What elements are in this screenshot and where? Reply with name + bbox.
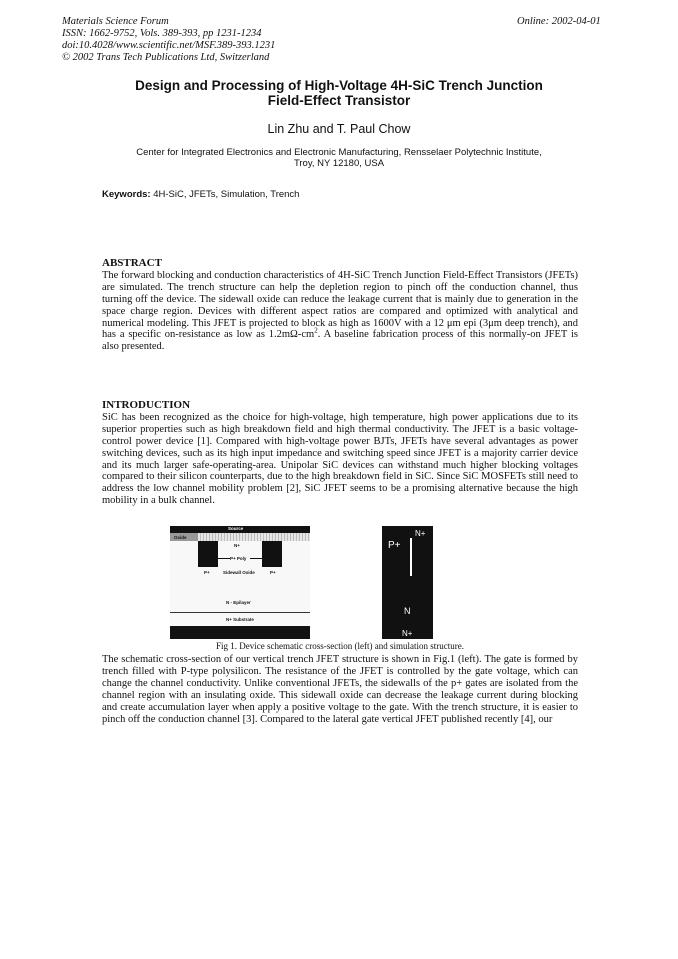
label-oxide: Oxide — [174, 535, 187, 540]
abstract-text — [102, 270, 578, 353]
body-paragraph: The schematic cross-section of our vertical trench JFET structure is shown in Fig.1 (left). The gate is formed by trench filled with P-type polysilicon. The resistance of the JFET is controlled by the gate voltage, which can change the channel conductivity. Unlike conventional JFETs, the sidewalls of the p+ gates are isolated from the channel region with an insulating oxide. This sidewall oxide can decrease the leakage current during blocking and create accumulation layer when apply a positive voltage to the gate. With the trench structure, it is easier to pinch off the conduction channel [3]. Compared to the lateral gate vertical JFET published recently [4], our — [102, 654, 578, 725]
affiliation-line-2: Troy, NY 12180, USA — [293, 158, 385, 169]
abstract-text-end: . A baseline fabrication process of this normally-on JFET is also presented. — [102, 329, 578, 353]
label-n-substrate: N+ Substrate — [226, 617, 254, 622]
label-sim-n-plus-bottom: N+ — [402, 629, 413, 638]
leader-line-left — [218, 558, 230, 559]
label-sim-n-plus-top: N+ — [415, 529, 426, 538]
label-p-poly: P+ Poly — [230, 556, 247, 561]
issn-line: ISSN: 1662-9752, Vols. 389-393, pp 1231-1234 — [62, 28, 262, 39]
affiliation-line-1: Center for Integrated Electronics and Electronic Manufacturing, Rensselaer Polytechnic Institute, — [136, 147, 542, 158]
journal-name: Materials Science Forum — [62, 16, 169, 27]
paper-title — [100, 78, 578, 108]
online-date: Online: 2002-04-01 — [517, 16, 601, 27]
label-sim-p-plus: P+ — [388, 540, 401, 551]
figure-caption: Fig 1. Device schematic cross-section (left) and simulation structure. — [216, 641, 464, 651]
label-sidewall-oxide: Sidewall Oxide — [223, 570, 255, 575]
introduction-heading: INTRODUCTION — [102, 399, 191, 411]
affiliation — [90, 147, 588, 169]
doi-line: doi:10.4028/www.scientific.net/MSF.389-393.1231 — [62, 40, 276, 51]
title-line-1: Design and Processing of High-Voltage 4H-SiC Trench Junction — [135, 78, 543, 93]
authors: Lin Zhu and T. Paul Chow — [267, 122, 411, 136]
device-schematic-figure — [170, 526, 310, 639]
introduction-text: SiC has been recognized as the choice for high-voltage, high temperature, high power applications due to its superior properties such as high breakdown field and high thermal conductivity. The JFET is a basic voltage-control power device [1]. Compared with high-voltage power BJTs, JFETs have several advantages as power switching devices, such as its high input impedance and switching speed since JFET is a majority carrier device and its much larger safe-operating-area. Unipolar SiC devices can withstand much higher blocking voltages compared to their silicon counterparts, due to the high breakdown field in SiC. Since SiC MOSFETs still need to address the low channel mobility problem [2], SiC JFET seems to be a promising alternative because the high mobility in a bulk channel. — [102, 411, 578, 507]
title-line-2: Field-Effect Transistor — [267, 93, 411, 108]
abstract-section — [102, 258, 578, 353]
label-sim-n: N — [404, 606, 411, 616]
keywords-label: Keywords: — [102, 189, 151, 200]
body-section — [102, 654, 578, 725]
label-p-plus-right: P+ — [270, 570, 276, 575]
trench-gate-left — [198, 541, 218, 567]
label-n-plus: N+ — [234, 543, 240, 548]
keywords-text: 4H-SiC, JFETs, Simulation, Trench — [153, 189, 300, 200]
label-p-plus-left: P+ — [204, 570, 210, 575]
copyright-line: © 2002 Trans Tech Publications Ltd, Switzerland — [62, 52, 270, 63]
keywords — [102, 189, 299, 200]
introduction-section — [102, 400, 578, 507]
abstract-superscript: 2 — [314, 326, 318, 335]
sim-trench-line — [410, 538, 412, 576]
simulation-structure-figure — [382, 526, 433, 639]
substrate-boundary — [170, 612, 310, 613]
journal-header — [62, 16, 275, 64]
trench-gate-right — [262, 541, 282, 567]
abstract-heading: ABSTRACT — [102, 257, 162, 269]
abstract-text-main: The forward blocking and conduction characteristics of 4H-SiC Trench Junction Field-Effect Transistors (JFETs) are simulated. The trench structure can help the depletion region to pinch off the conduction channel, thus turning off the device. The sidewall oxide can reduce the leakage current that is mainly due to generation in the space charge region. Devices with different aspect ratios are compared and optimized with analytical and numerical modeling. This JFET is projected to block as high as 1600V with a 12 μm epi (3μm deep trench), and has a specific on-resistance as low as 1.2mΩ-cm — [102, 269, 578, 341]
label-n-epilayer: N - Epilayer — [226, 600, 251, 605]
label-source: Source — [228, 526, 244, 531]
leader-line-right — [250, 558, 262, 559]
drain-metal — [170, 626, 310, 639]
